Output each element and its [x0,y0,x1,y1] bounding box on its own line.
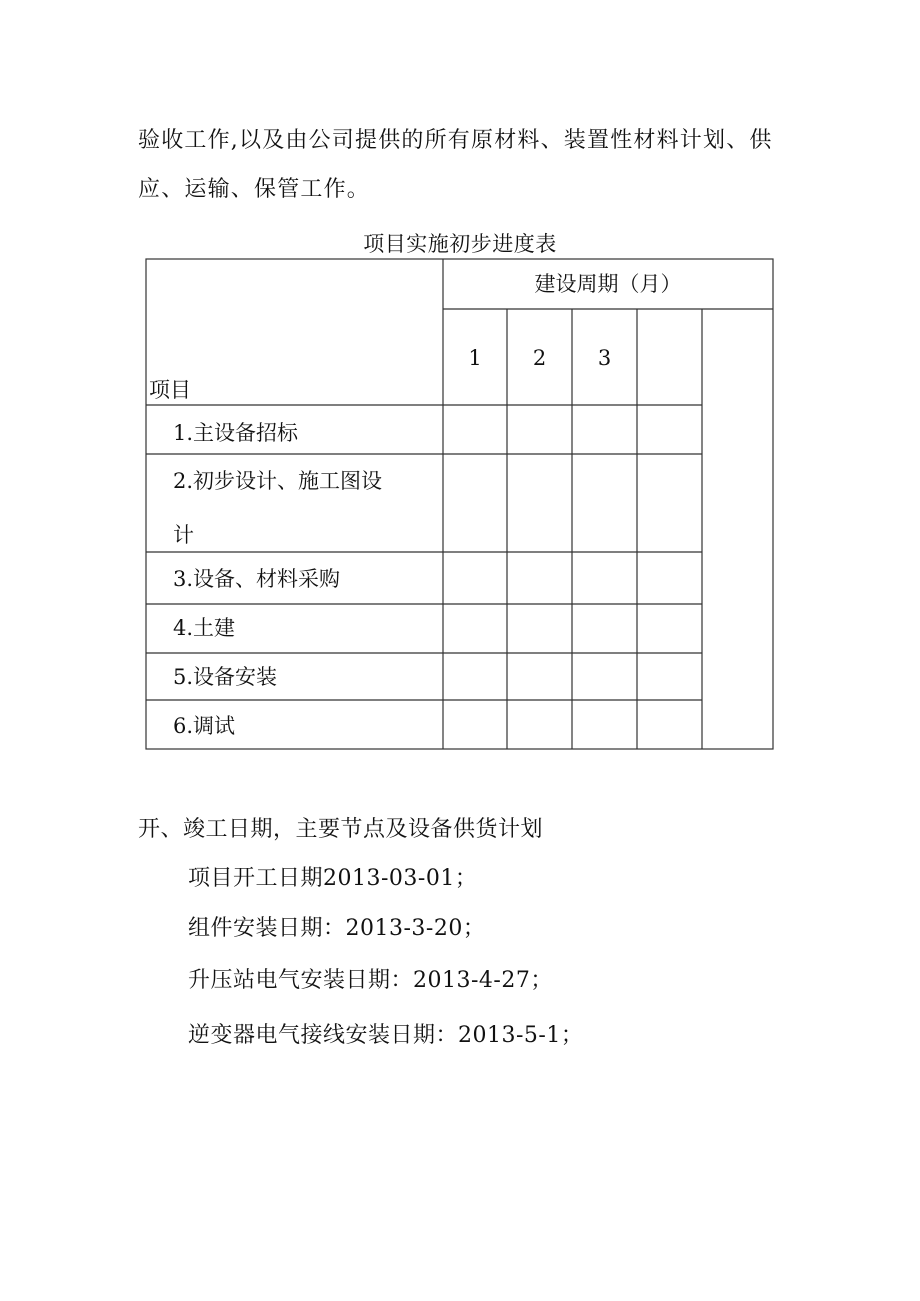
row-5: 5.设备安装 [173,665,278,689]
paragraph-line-2: 应、运输、保管工作。 [138,177,371,202]
schedule-item-4: 逆变器电气接线安装日期：2013-5-1； [188,1023,584,1048]
table-title: 项目实施初步进度表 [363,232,557,256]
schedule-heading: 开、竣工日期，主要节点及设备供货计划 [138,817,544,842]
header-item: 项目 [149,378,191,402]
month-3: 3 [597,346,612,370]
row-1: 1.主设备招标 [173,421,299,445]
row-2: 2.初步设计、施工图设 [173,469,383,493]
schedule-item-1: 项目开工日期2013-03-01； [188,866,478,891]
schedule-item-2: 组件安装日期：2013-3-20； [188,916,486,941]
row-4: 4.土建 [173,616,236,640]
row-3: 3.设备、材料采购 [173,567,341,591]
paragraph-line-1: 验收工作,以及由公司提供的所有原材料、装置性材料计划、供 [138,128,773,153]
row-2-cont: 计 [173,523,194,547]
month-2: 2 [532,346,547,370]
month-1: 1 [468,346,482,370]
schedule-item-3: 升压站电气安装日期：2013-4-27； [188,968,553,993]
header-period: 建设周期（月） [534,272,682,296]
row-6: 6.调试 [173,714,236,738]
